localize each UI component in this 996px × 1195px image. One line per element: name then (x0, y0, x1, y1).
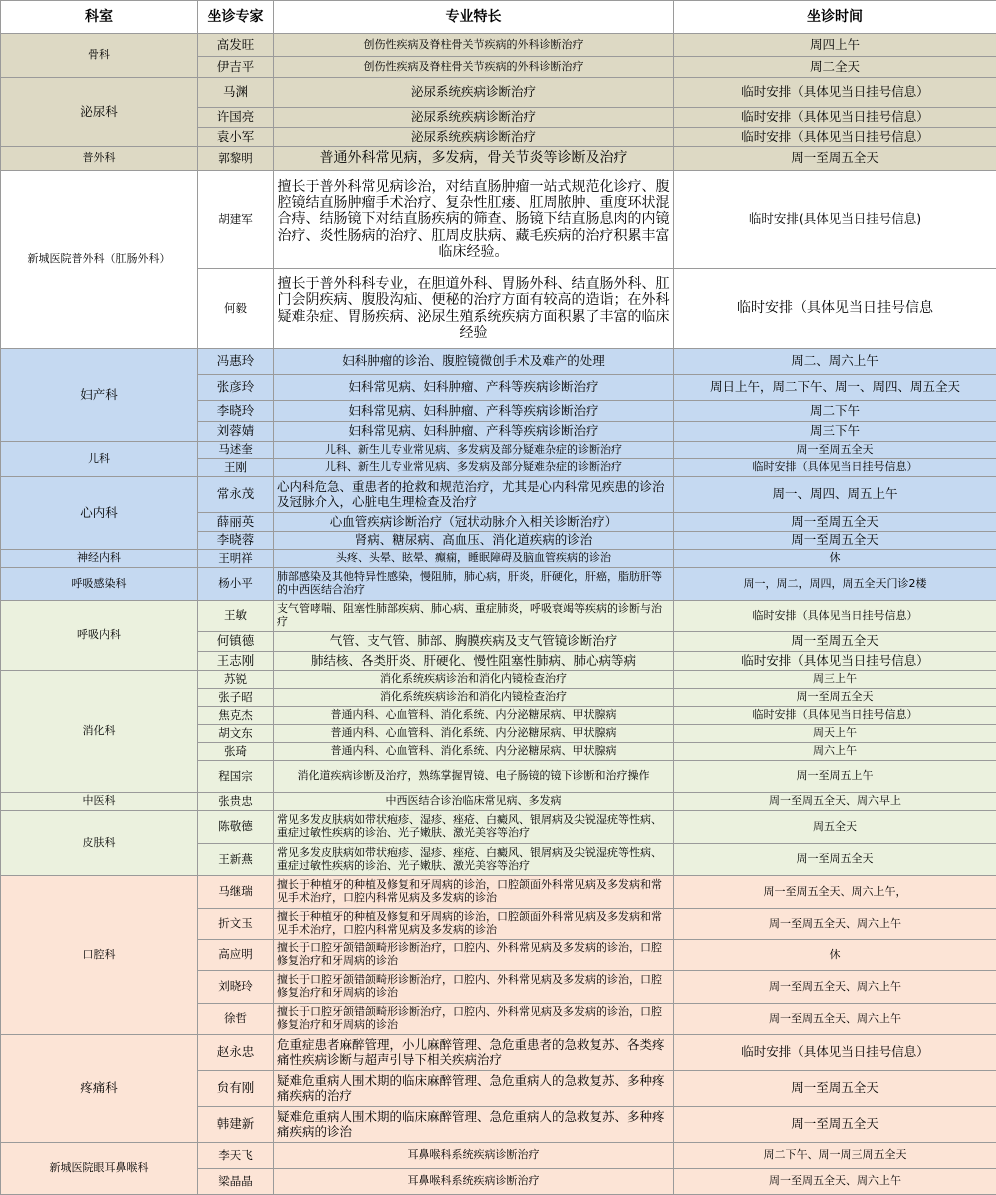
specialty-cell: 疑难危重病人围术期的临床麻醉管理、急危重病人的急救复苏、多种疼痛疾病的治疗 (274, 1071, 674, 1107)
time-cell: 临时安排（具体见当日挂号信息） (674, 707, 996, 725)
time-cell: 周一至周五全天 (674, 532, 996, 550)
time-cell: 周一至周五全天 (674, 689, 996, 707)
doctor-cell: 刘晓玲 (198, 971, 274, 1004)
doctor-cell: 王新燕 (198, 844, 274, 876)
specialty-cell: 擅长于种植牙的种植及修复和牙周病的诊治，口腔颌面外科常见病及多发病和常见手术治疗，口腔内科常见病及多发病的诊治 (274, 909, 674, 940)
header-dept: 科室 (1, 1, 198, 34)
table-row (1, 568, 996, 601)
specialty-cell: 妇科常见病、妇科肿瘤、产科等疾病诊断治疗 (274, 401, 674, 422)
table-row (1, 1035, 996, 1071)
specialty-cell: 支气管哮喘、阻塞性肺部疾病、肺心病、重症肺炎，呼吸衰竭等疾病的诊断与治疗 (274, 601, 674, 632)
time-cell: 周一、周四、周五上午 (674, 477, 996, 513)
time-cell: 临时安排（具体见当日挂号信息） (674, 108, 996, 128)
time-cell: 临时安排（具体见当日挂号信息） (674, 459, 996, 477)
doctor-cell: 郭黎明 (198, 147, 274, 171)
specialty-cell: 肺部感染及其他特异性感染，慢阻肺，肺心病，肝炎，肝硬化，肝癌，脂肪肝等的中西医结合治疗 (274, 568, 674, 601)
table-row (1, 147, 996, 171)
specialty-cell: 头疼、头晕、眩晕、癫痫，睡眠障碍及脑血管疾病的诊治 (274, 550, 674, 568)
header-row (1, 1, 996, 34)
specialty-cell: 气管、支气管、肺部、胸膜疾病及支气管镜诊断治疗 (274, 632, 674, 652)
doctor-cell: 伊吉平 (198, 57, 274, 78)
doctor-cell: 李天飞 (198, 1143, 274, 1169)
time-cell: 周一至周五全天 (674, 147, 996, 171)
time-cell: 临时安排(具体见当日挂号信息) (674, 171, 996, 269)
header-specialty: 专业特长 (274, 1, 674, 34)
header-doctor: 坐诊专家 (198, 1, 274, 34)
doctor-cell: 薛丽英 (198, 513, 274, 532)
doctor-cell: 李晓蓉 (198, 532, 274, 550)
time-cell: 周一至周五上午 (674, 761, 996, 793)
specialty-cell: 妇科常见病、妇科肿瘤、产科等疾病诊断治疗 (274, 375, 674, 401)
specialty-cell: 危重症患者麻醉管理，小儿麻醉管理、急危重患者的急救复苏、各类疼痛性疾病诊断与超声引导下相关疾病治疗 (274, 1035, 674, 1071)
header-time: 坐诊时间 (674, 1, 996, 34)
specialty-cell: 擅长于普外科常见病诊治，对结直肠肿瘤一站式规范化诊疗、腹腔镜结直肠肿瘤手术治疗、复杂性肛瘘、肛周脓肿、重度环状混合痔、结肠镜下对结直肠疾病的筛查、肠镜下结直肠息肉的内镜治疗、炎性肠病的治疗、肛周皮肤病、藏毛疾病的治疗积累丰富临床经验。 (274, 171, 674, 269)
time-cell: 周二下午、周一周三周五全天 (674, 1143, 996, 1169)
table-row (1, 477, 996, 513)
time-cell: 临时安排（具体见当日挂号信息 (674, 269, 996, 349)
doctor-cell: 张贵忠 (198, 793, 274, 811)
doctor-cell: 王敏 (198, 601, 274, 632)
doctor-cell: 王明祥 (198, 550, 274, 568)
specialty-cell: 耳鼻喉科系统疾病诊断治疗 (274, 1169, 674, 1195)
specialty-cell: 消化道疾病诊断及治疗，熟练掌握胃镜、电子肠镜的镜下诊断和治疗操作 (274, 761, 674, 793)
doctor-cell: 陈敬德 (198, 811, 274, 844)
specialty-cell: 肾病、糖尿病、高血压、消化道疾病的诊治 (274, 532, 674, 550)
dept-cell-puwaike: 普外科 (1, 147, 198, 171)
specialty-cell: 泌尿系统疾病诊断治疗 (274, 128, 674, 147)
specialty-cell: 创伤性疾病及脊柱骨关节疾病的外科诊断治疗 (274, 34, 674, 57)
doctor-cell: 马述奎 (198, 442, 274, 459)
specialty-cell: 妇科肿瘤的诊治、腹腔镜微创手术及难产的处理 (274, 349, 674, 375)
doctor-cell: 马渊 (198, 78, 274, 108)
table-row (1, 550, 996, 568)
dept-cell-shenjingneike: 神经内科 (1, 550, 198, 568)
specialty-cell: 普通内科、心血管科、消化系统、内分泌糖尿病、甲状腺病 (274, 743, 674, 761)
specialty-cell: 创伤性疾病及脊柱骨关节疾病的外科诊断治疗 (274, 57, 674, 78)
specialty-cell: 儿科、新生儿专业常见病、多发病及部分疑难杂症的诊断治疗 (274, 442, 674, 459)
time-cell: 周一至周五全天 (674, 513, 996, 532)
dept-cell-tengtongke: 疼痛科 (1, 1035, 198, 1143)
doctor-cell: 胡建军 (198, 171, 274, 269)
specialty-cell: 消化系统疾病诊治和消化内镜检查治疗 (274, 671, 674, 689)
time-cell: 周日上午，周二下午、周一、周四、周五全天 (674, 375, 996, 401)
doctor-cell: 何毅 (198, 269, 274, 349)
doctor-cell: 王刚 (198, 459, 274, 477)
table-row (1, 671, 996, 689)
time-cell: 周一至周五全天、周六上午， (674, 876, 996, 909)
dept-cell-yanerbihouke: 新城医院眼耳鼻喉科 (1, 1143, 198, 1195)
time-cell: 周一至周五全天 (674, 632, 996, 652)
time-cell: 周一至周五全天、周六上午 (674, 909, 996, 940)
doctor-cell: 刘蓉婧 (198, 422, 274, 442)
doctor-cell: 高发旺 (198, 34, 274, 57)
specialty-cell: 儿科、新生儿专业常见病、多发病及部分疑难杂症的诊断治疗 (274, 459, 674, 477)
time-cell: 周六上午 (674, 743, 996, 761)
dept-cell-xiaohuake: 消化科 (1, 671, 198, 793)
time-cell: 临时安排（具体见当日挂号信息） (674, 652, 996, 671)
time-cell: 周二、周六上午 (674, 349, 996, 375)
time-cell: 休 (674, 550, 996, 568)
doctor-cell: 张琦 (198, 743, 274, 761)
time-cell: 临时安排（具体见当日挂号信息） (674, 1035, 996, 1071)
doctor-cell: 梁晶晶 (198, 1169, 274, 1195)
specialty-cell: 擅长于普外科科专业，在胆道外科、胃肠外科、结直肠外科、肛门会阴疾病、腹股沟疝、便秘的治疗方面有较高的造诣；在外科疑难杂症、胃肠疾病、泌尿生殖系统疾病方面积累了丰富的临床经验 (274, 269, 674, 349)
specialty-cell: 中西医结合诊治临床常见病、多发病 (274, 793, 674, 811)
time-cell: 临时安排（具体见当日挂号信息） (674, 128, 996, 147)
specialty-cell: 疑难危重病人围术期的临床麻醉管理、急危重病人的急救复苏、多种疼痛疾病的诊治 (274, 1107, 674, 1143)
doctor-cell: 张彦玲 (198, 375, 274, 401)
specialty-cell: 擅长于口腔牙颌错颌畸形诊断治疗，口腔内、外科常见病及多发病的诊治，口腔修复治疗和牙周病的诊治 (274, 940, 674, 971)
doctor-cell: 胡文东 (198, 725, 274, 743)
specialty-cell: 普通内科、心血管科、消化系统、内分泌糖尿病、甲状腺病 (274, 725, 674, 743)
table-row (1, 349, 996, 375)
time-cell: 周一至周五全天 (674, 844, 996, 876)
doctor-cell: 焦克杰 (198, 707, 274, 725)
dept-cell-guke: 骨科 (1, 34, 198, 78)
doctor-cell: 王志刚 (198, 652, 274, 671)
doctor-cell: 张子昭 (198, 689, 274, 707)
table-row (1, 1143, 996, 1169)
table-row (1, 78, 996, 108)
specialty-cell: 常见多发皮肤病如带状疱疹、湿疹、痤疮、白癜风、银屑病及尖锐湿疣等性病、重症过敏性疾病的诊治、光子嫩肤、激光美容等治疗 (274, 844, 674, 876)
specialty-cell: 肺结核、各类肝炎、肝硬化、慢性阻塞性肺病、肺心病等病 (274, 652, 674, 671)
time-cell: 周一至周五全天、周六上午 (674, 1169, 996, 1195)
doctor-cell: 苏锐 (198, 671, 274, 689)
dept-cell-xinchengpuwai: 新城医院普外科（肛肠外科） (1, 171, 198, 349)
specialty-cell: 擅长于种植牙的种植及修复和牙周病的诊治，口腔颌面外科常见病及多发病和常见手术治疗，口腔内科常见病及多发病的诊治 (274, 876, 674, 909)
time-cell: 周二全天 (674, 57, 996, 78)
time-cell: 周天上午 (674, 725, 996, 743)
time-cell: 临时安排（具体见当日挂号信息） (674, 78, 996, 108)
doctor-cell: 徐哲 (198, 1004, 274, 1035)
dept-cell-xinneike: 心内科 (1, 477, 198, 550)
doctor-cell: 贠有刚 (198, 1071, 274, 1107)
doctor-cell: 何镇德 (198, 632, 274, 652)
doctor-cell: 折文玉 (198, 909, 274, 940)
doctor-cell: 冯惠玲 (198, 349, 274, 375)
specialty-cell: 普通内科、心血管科、消化系统、内分泌糖尿病、甲状腺病 (274, 707, 674, 725)
time-cell: 周五全天 (674, 811, 996, 844)
doctor-cell: 赵永忠 (198, 1035, 274, 1071)
dept-cell-miniaoke: 泌尿科 (1, 78, 198, 147)
specialty-cell: 擅长于口腔牙颌错颌畸形诊断治疗，口腔内、外科常见病及多发病的诊治，口腔修复治疗和牙周病的诊治 (274, 971, 674, 1004)
dept-cell-huxineike: 呼吸内科 (1, 601, 198, 671)
table-row (1, 442, 996, 459)
time-cell: 周一至周五全天 (674, 442, 996, 459)
specialty-cell: 常见多发皮肤病如带状疱疹、湿疹、痤疮、白癜风、银屑病及尖锐湿疣等性病、重症过敏性疾病的诊治、光子嫩肤、激光美容等治疗 (274, 811, 674, 844)
specialty-cell: 心血管疾病诊断治疗（冠状动脉介入相关诊断治疗） (274, 513, 674, 532)
time-cell: 周一至周五全天、周六早上 (674, 793, 996, 811)
doctor-cell: 杨小平 (198, 568, 274, 601)
time-cell: 周三上午 (674, 671, 996, 689)
time-cell: 周一至周五全天、周六上午 (674, 971, 996, 1004)
dept-cell-huxiganran: 呼吸感染科 (1, 568, 198, 601)
time-cell: 周一至周五全天 (674, 1071, 996, 1107)
specialty-cell: 普通外科常见病，多发病，骨关节炎等诊断及治疗 (274, 147, 674, 171)
doctor-cell: 许国亮 (198, 108, 274, 128)
dept-cell-kouqiangke: 口腔科 (1, 876, 198, 1035)
time-cell: 周一，周二，周四，周五全天门诊2楼 (674, 568, 996, 601)
table-row (1, 601, 996, 632)
specialty-cell: 妇科常见病、妇科肿瘤、产科等疾病诊断治疗 (274, 422, 674, 442)
specialty-cell: 泌尿系统疾病诊断治疗 (274, 78, 674, 108)
time-cell: 周一至周五全天、周六上午 (674, 1004, 996, 1035)
doctor-cell: 程国宗 (198, 761, 274, 793)
specialty-cell: 耳鼻喉科系统疾病诊断治疗 (274, 1143, 674, 1169)
time-cell: 周四上午 (674, 34, 996, 57)
doctor-cell: 高应明 (198, 940, 274, 971)
doctor-cell: 韩建新 (198, 1107, 274, 1143)
time-cell: 临时安排（具体见当日挂号信息） (674, 601, 996, 632)
specialty-cell: 消化系统疾病诊治和消化内镜检查治疗 (274, 689, 674, 707)
dept-cell-fuchanke: 妇产科 (1, 349, 198, 442)
specialty-cell: 心内科危急、重患者的抢救和规范治疗，尤其是心内科常见疾患的诊治及冠脉介入，心脏电生理检查及治疗 (274, 477, 674, 513)
table-row (1, 34, 996, 57)
table-row (1, 811, 996, 844)
time-cell: 休 (674, 940, 996, 971)
dept-cell-erke: 儿科 (1, 442, 198, 477)
doctor-cell: 常永茂 (198, 477, 274, 513)
doctor-cell: 马继瑞 (198, 876, 274, 909)
time-cell: 周三下午 (674, 422, 996, 442)
specialty-cell: 擅长于口腔牙颌错颌畸形诊断治疗，口腔内、外科常见病及多发病的诊治，口腔修复治疗和牙周病的诊治 (274, 1004, 674, 1035)
table-row (1, 793, 996, 811)
dept-cell-pifuke: 皮肤科 (1, 811, 198, 876)
dept-cell-zhongyike: 中医科 (1, 793, 198, 811)
doctor-cell: 李晓玲 (198, 401, 274, 422)
time-cell: 周一至周五全天 (674, 1107, 996, 1143)
time-cell: 周二下午 (674, 401, 996, 422)
doctor-cell: 袁小军 (198, 128, 274, 147)
table-row (1, 171, 996, 269)
table-row (1, 876, 996, 909)
specialty-cell: 泌尿系统疾病诊断治疗 (274, 108, 674, 128)
